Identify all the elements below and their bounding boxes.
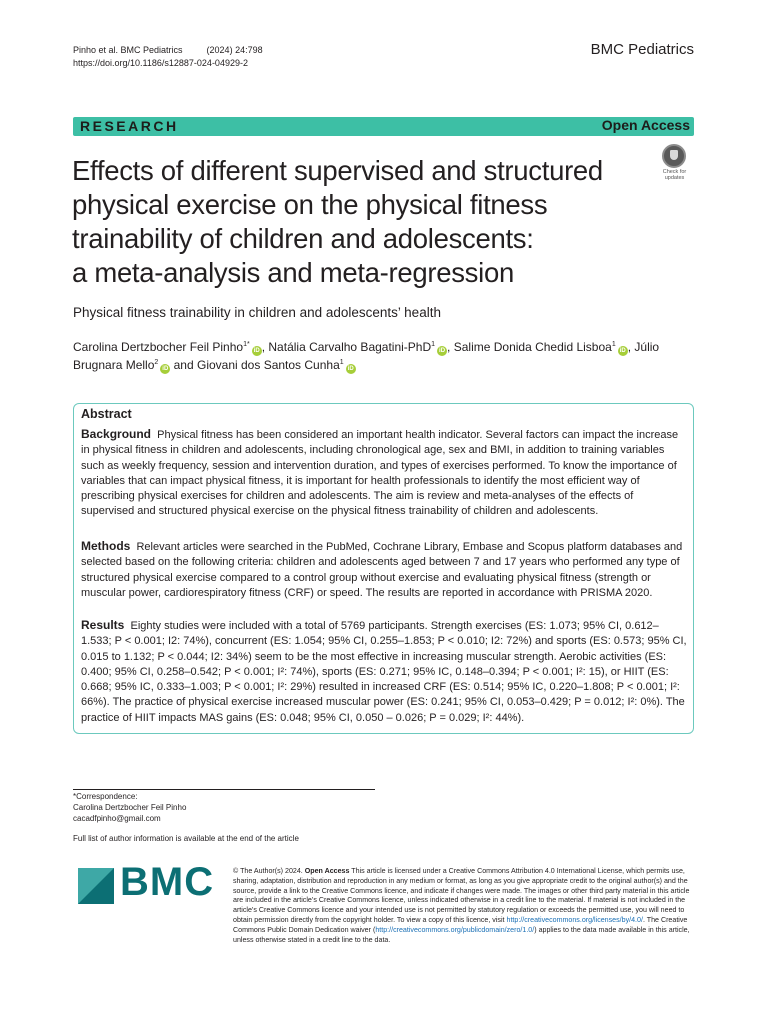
bmc-logo [78,860,215,905]
abstract-background [81,427,687,520]
section-text: Eighty studies were included with a total of 5769 participants. Strength exercises (ES: 1.073; 95% CI, 0.612–1.533; P < 0.001; I2: 74%), concurrent (ES: 1.054; 95% CI, 0.255–1.853; P < 0.010; I2: 72%) and sports (ES: 0.573; 95% CI, 0.015 to 1.132; P < 0.044; I2: 34%) seem to be the most effective in increasing muscular strength. Aerobic activities (ES: 0.400; 95% CI, 0.258–0.542; P < 0.001; I²: 74%), sports (ES: 0.271; 95% IC, 0.148–0.394; P < 0.001; I²: 15), or HIIT (ES: 0.668; 95% IC, 0.333–1.003; P < 0.001; I²: 29%) resulted in increased CRF (ES: 0.514; 95% IC, 0.220–1.808; P < 0.001; I²: 66%). The practice of physical exercise increased muscular power (ES: 0.241; 95% CI, 0.053–0.429; P = 0.012; I²: 0%). The practice of HIIT impacts MAS gains (ES: 0.048; 95% CI, 0.050 – 0.026; P = 0.029; I²: 44%). [81,620,687,724]
section-label: Results [81,618,125,632]
author-name[interactable]: Giovani dos Santos Cunha [196,358,340,372]
section-label: Background [81,427,152,441]
abstract-results [81,618,687,726]
article-title [72,154,632,290]
author-separator: , [447,340,454,354]
license-body: ) applies to the data made available in this article, unless otherwise stated in a credit line to the data. [233,925,690,944]
author-separator: , [261,340,269,354]
bmc-logo-triangle-icon [78,868,114,904]
abstract-methods [81,539,687,601]
author-affiliation: 1 [431,341,436,348]
title-line: Effects of different supervised and structured [72,155,603,186]
author-separator: and [170,358,197,372]
title-line: a meta-analysis and meta-regression [72,257,514,288]
license-link[interactable]: http://creativecommons.org/licenses/by/4.0/ [506,915,643,924]
citation-header [73,44,263,70]
article-type-band [73,117,694,136]
orcid-icon[interactable]: iD [619,348,626,354]
author-name[interactable]: Salime Donida Chedid Lisboa [453,340,612,354]
author-affiliation: 2 [154,359,159,366]
check-for-updates-badge[interactable] [656,144,693,184]
title-line: physical exercise on the physical fitness [72,189,548,220]
orcid-icon[interactable]: iD [162,366,169,372]
title-line: trainability of children and adolescents: [72,223,534,254]
check-updates-icon [662,144,686,168]
section-text: Relevant articles were searched in the PubMed, Cochrane Library, Embase and Scopus platform databases and selected based on the following criteria: children and adolescents aged between 7 and 17 years who performed any type of structured physical exercise compared to a control group without exercise and evaluating physical fitness (strength or muscular power, cardiorespiratory fitness (CRF) or speed. The results are reported in accordance with PRISMA 2020. [81,541,683,599]
citation-authors: Pinho et al. BMC Pediatrics [73,45,183,55]
citation-year-volume: (2024) 24:798 [206,45,263,55]
license-lead: © The Author(s) 2024. [233,867,303,875]
footnote-rule [73,789,375,790]
doi-link[interactable]: https://doi.org/10.1186/s12887-024-04929-2 [73,58,248,68]
author-name[interactable]: Júlio Brugnara Mello [73,340,660,372]
license-body: . The Creative Commons Public Domain Dedication waiver ( [233,915,688,934]
orcid-icon[interactable]: iD [253,348,260,354]
license-open-access: Open Access [304,867,350,875]
author-name[interactable]: Carolina Dertzbocher Feil Pinho [73,340,244,354]
section-text: Physical fitness has been considered an important health indicator. Several factors can impact the increase in physical fitness in children and adolescents, including chronological age, sex and BMI, in addition to training variables such as weekly frequency, session and intervention duration, and types of exercises performed. To know the importance of variables that can impact physical fitness, it is important for health professionals to identify the most efficient way of prescribing physical exercises for children and adolescents. The aim is review and meta-analyses of the effects of supervised and structured physical exercise on the physical fitness trainability of children and adolescents. [81,429,679,518]
orcid-icon[interactable]: iD [439,348,446,354]
author-affiliation: 1 [339,359,344,366]
author-info-note: Full list of author information is available at the end of the article [73,834,299,843]
cc0-link[interactable]: http://creativecommons.org/publicdomain/zero/1.0/ [375,925,535,934]
open-access-label: Open Access [601,117,690,133]
article-type-label: RESEARCH [80,118,179,134]
license-body: This article is licensed under a Creative Commons Attribution 4.0 International License, which permits use, sharing, adaptation, distribution and reproduction in any medium or format, as long as you give appropriate credit to the original author(s) and the source, provide a link to the Creative Commons licence, and indicate if changes were made. The images or other third party material in this article are included in the article’s Creative Commons licence, unless indicated otherwise in a credit line to the material. If material is not included in the article’s Creative Commons licence and your intended use is not permitted by statutory regulation or exceeds the permitted use, you will need to obtain permission directly from the copyright holder. To view a copy of this licence, visit [233,867,690,924]
author-affiliation: 1 [611,341,616,348]
badge-line: updates [664,175,685,181]
orcid-icon[interactable]: iD [347,366,354,372]
correspondence-email[interactable]: cacadfpinho@gmail.com [73,814,161,823]
author-name[interactable]: Natália Carvalho Bagatini-PhD [268,340,432,354]
article-subtitle: Physical fitness trainability in children and adolescents’ health [73,305,441,320]
badge-line: Check for [662,169,687,175]
author-list [73,338,673,374]
correspondence-label: *Correspondence: [73,792,138,801]
author-separator: , [627,340,635,354]
license-text [233,867,694,945]
journal-name: BMC Pediatrics [590,41,694,58]
bmc-logo-text: BMC [120,860,215,904]
correspondence-name: Carolina Dertzbocher Feil Pinho [73,803,187,812]
section-label: Methods [81,539,131,553]
abstract-heading: Abstract [81,407,132,421]
author-affiliation: 1* [243,341,250,348]
